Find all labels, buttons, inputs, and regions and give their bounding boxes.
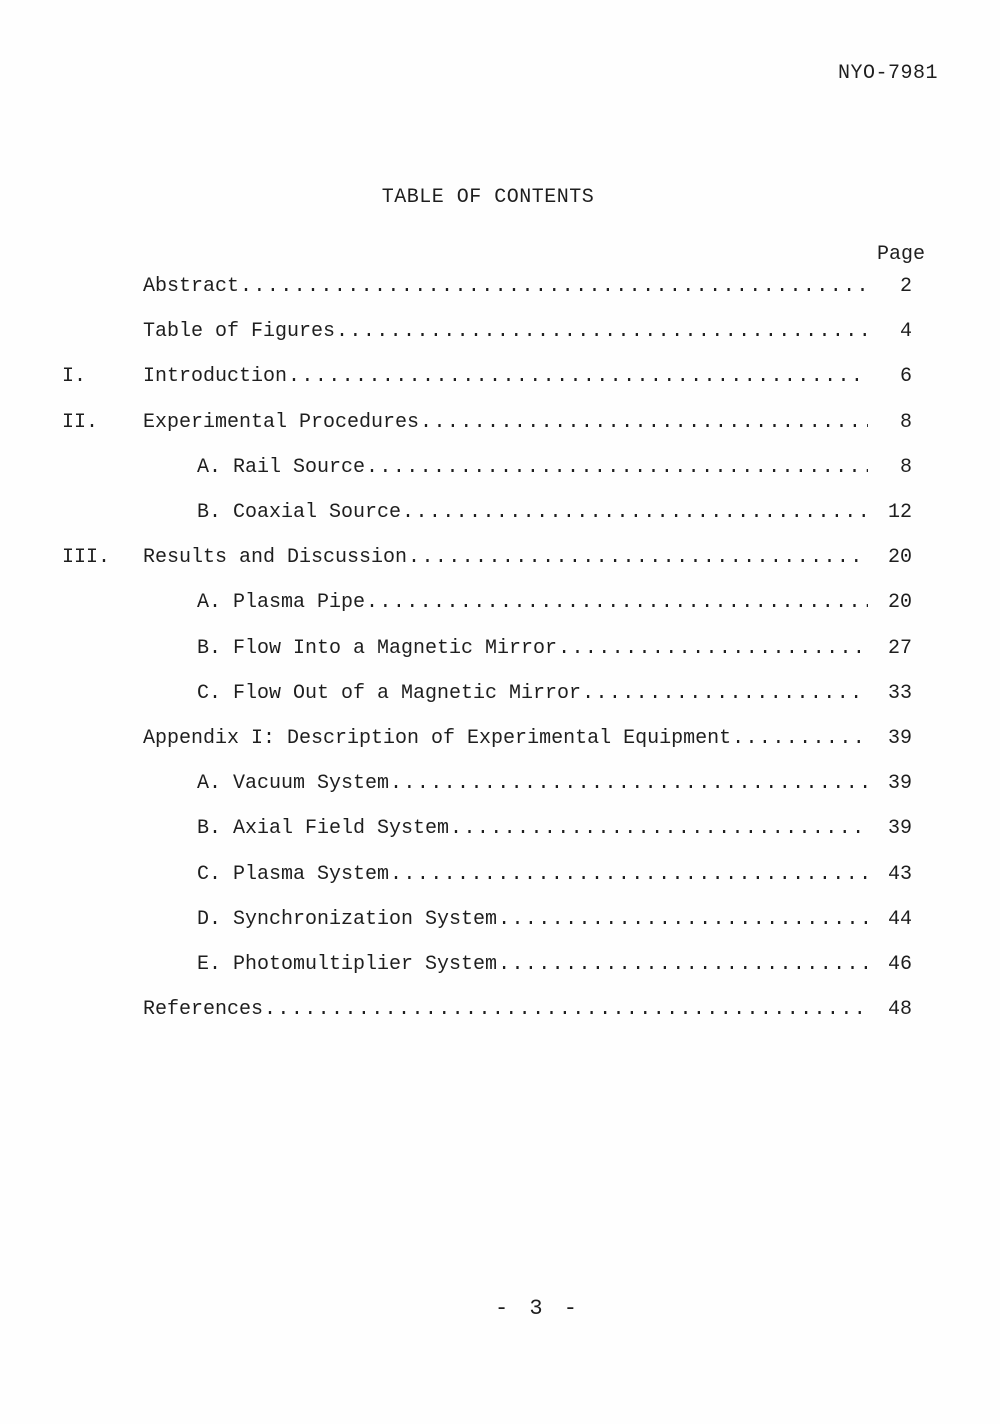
toc-entry-row [197,814,870,844]
toc-entry-row [197,679,870,709]
toc-entry-row [143,408,870,438]
toc-entry-label: A. Plasma Pipe [197,591,366,614]
toc-dot-leader [240,272,868,302]
toc-entry-row [143,272,870,302]
toc-entry [0,272,1000,302]
toc-entry-row [143,317,870,347]
toc-dot-leader [498,905,868,935]
toc-dot-leader [336,317,868,347]
toc-entry-row [143,995,870,1025]
toc-entry-row [197,634,870,664]
toc-entry [0,679,1000,709]
toc-entry [0,860,1000,890]
toc-entry [0,995,1000,1025]
toc-page-number: 44 [887,908,912,931]
toc-entry [0,724,1000,754]
toc-section-numeral: II. [62,411,99,434]
toc-page-number: 12 [887,501,912,524]
toc-page-number: 46 [887,953,912,976]
toc-entry [0,408,1000,438]
page-column-heading: Page [876,243,925,266]
toc-entry-row [197,588,870,618]
toc-dot-leader [408,543,868,573]
toc-entry-row [197,498,870,528]
toc-page-number: 2 [899,275,912,298]
toc-dot-leader [420,408,868,438]
toc-entry-label: A. Vacuum System [197,772,390,795]
toc-page-number: 4 [899,320,912,343]
toc-entry-row [197,769,870,799]
toc-dot-leader [450,814,868,844]
toc-dot-leader [366,453,868,483]
toc-entry-row [143,362,870,392]
toc-entry-label: Table of Figures [143,320,336,343]
toc-entry-label: B. Axial Field System [197,817,450,840]
toc-page-number: 20 [887,591,912,614]
toc-section-numeral: III. [62,546,111,569]
toc-entry-label: D. Synchronization System [197,908,498,931]
toc-entry-label: Experimental Procedures [143,411,420,434]
toc-dot-leader [390,860,868,890]
toc-entry [0,543,1000,573]
toc-page-number: 6 [899,365,912,388]
toc-page-number: 20 [887,546,912,569]
toc-dot-leader [390,769,868,799]
toc-entry [0,814,1000,844]
toc-page-number: 39 [887,727,912,750]
toc-page-number: 8 [899,456,912,479]
toc-entry [0,317,1000,347]
toc-section-numeral: I. [62,365,87,388]
footer-page-number: - 3 - [494,1296,581,1321]
toc-page-number: 43 [887,863,912,886]
toc-page-number: 27 [887,637,912,660]
toc-dot-leader [288,362,868,392]
toc-entry-row [197,860,870,890]
toc-page-number: 8 [899,411,912,434]
document-id: NYO-7981 [837,62,938,85]
toc-dot-leader [498,950,868,980]
toc-entry [0,905,1000,935]
toc-dot-leader [732,724,868,754]
toc-page-number: 48 [887,998,912,1021]
toc-entry-label: C. Flow Out of a Magnetic Mirror [197,682,582,705]
toc-page-number: 39 [887,772,912,795]
toc-entry-label: A. Rail Source [197,456,366,479]
toc-entry [0,362,1000,392]
toc-entry-label: Introduction [143,365,288,388]
toc-entry [0,634,1000,664]
toc-dot-leader [582,679,868,709]
toc-page-number: 39 [887,817,912,840]
toc-entry-row [197,905,870,935]
toc-entry-label: E. Photomultiplier System [197,953,498,976]
toc-entry-label: References [143,998,264,1021]
toc-entry-row [197,950,870,980]
toc-page-number: 33 [887,682,912,705]
toc-dot-leader [366,588,868,618]
toc-entry [0,769,1000,799]
toc-entry-row [197,453,870,483]
page-title: TABLE OF CONTENTS [381,186,595,209]
toc-entry [0,950,1000,980]
toc-entry [0,453,1000,483]
toc-entry-label: C. Plasma System [197,863,390,886]
toc-entry-label: B. Flow Into a Magnetic Mirror [197,637,558,660]
toc-entry-row [143,724,870,754]
toc-entry-row [143,543,870,573]
toc-dot-leader [558,634,868,664]
toc-entry-label: B. Coaxial Source [197,501,402,524]
toc-entry [0,588,1000,618]
toc-entry-label: Abstract [143,275,240,298]
toc-dot-leader [402,498,868,528]
toc-dot-leader [264,995,868,1025]
toc-entry [0,498,1000,528]
toc-entry-label: Appendix I: Description of Experimental Equipment [143,727,732,750]
toc-entry-label: Results and Discussion [143,546,408,569]
